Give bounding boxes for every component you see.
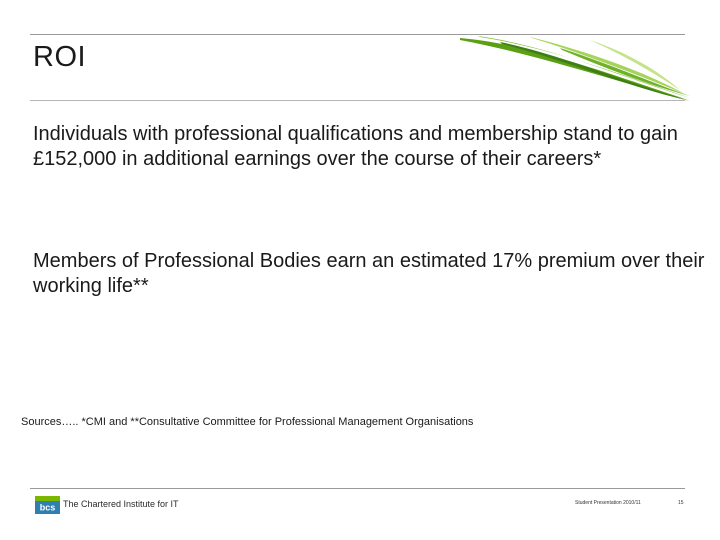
- footer-brand: The Chartered Institute for IT: [63, 499, 179, 509]
- footer-divider: [30, 488, 685, 489]
- title-divider: [30, 100, 685, 101]
- sources-note: Sources….. *CMI and **Consultative Committee for Professional Management Organisations: [21, 416, 474, 428]
- page-number: 15: [678, 500, 684, 506]
- bcs-logo-icon: [35, 496, 60, 514]
- footer-presentation-label: Student Presentation 2010/11: [575, 500, 641, 506]
- body-paragraph-premium: Members of Professional Bodies earn an estimated 17% premium over their working life**: [33, 250, 705, 297]
- slide-title: ROI: [33, 41, 87, 73]
- logo-text: bcs: [39, 502, 56, 513]
- body-paragraph-earnings: Individuals with professional qualifications and membership stand to gain £152,000 in additional earnings over the course of their careers*: [33, 123, 678, 170]
- green-swoosh-decoration: [440, 34, 690, 102]
